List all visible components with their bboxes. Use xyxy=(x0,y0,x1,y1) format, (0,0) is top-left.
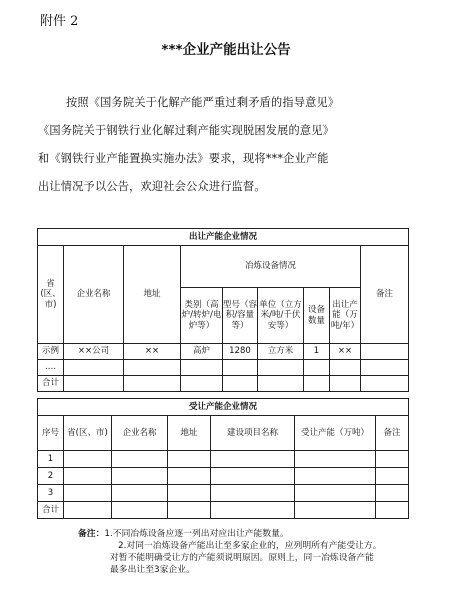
cell-total: 合计 xyxy=(38,502,64,519)
col-remark: 备注 xyxy=(376,416,409,451)
table-row xyxy=(38,360,409,376)
note-line-1: 1.不同冶炼设备应逐一列出对应出让产能数量。 xyxy=(104,529,289,539)
incoming-capacity-table xyxy=(37,398,409,519)
cell-company: ××公司 xyxy=(64,344,124,360)
page-title: ***企业产能出让公告 xyxy=(161,42,291,58)
incoming-table-title: 受让产能企业情况 xyxy=(38,399,409,416)
notes-block xyxy=(78,528,382,577)
col-province: 省(区、市) xyxy=(38,246,64,344)
note-line-3: 对暂不能明确受让方的产能须说明原因。原则上，同一冶炼设备产能 xyxy=(110,553,374,564)
table-row xyxy=(38,502,409,519)
col-equip-model: 型号（容积/容量等） xyxy=(223,288,258,344)
cell-ellipsis: …. xyxy=(38,360,64,376)
col-company: 企业名称 xyxy=(64,246,124,344)
col-equip-type: 类别（高炉/转炉/电炉等） xyxy=(181,288,223,344)
col-address: 地址 xyxy=(124,246,181,344)
attachment-label: 附件 2 xyxy=(40,14,79,29)
cell-capacity: ×× xyxy=(330,344,361,360)
col-out-capacity: 出让产能（万吨/年） xyxy=(330,288,361,344)
table-row xyxy=(38,485,409,502)
cell-model: 1280 xyxy=(223,344,258,360)
note-line-4: 最多出让至3家企业。 xyxy=(110,565,195,576)
col-no: 序号 xyxy=(38,416,64,451)
col-equip-count: 设备数量 xyxy=(304,288,330,344)
outgoing-capacity-table xyxy=(37,228,409,392)
cell-province: 示例 xyxy=(38,344,64,360)
cell-remark xyxy=(361,344,409,360)
table-row xyxy=(38,344,409,360)
table-row xyxy=(38,451,409,468)
cell-no: 1 xyxy=(38,451,64,468)
intro-line-2: 《国务院关于钢铁行业化解过剩产能实现脱困发展的意见》 xyxy=(38,124,335,137)
cell-total: 合计 xyxy=(38,376,64,392)
col-address: 地址 xyxy=(168,416,211,451)
cell-no: 2 xyxy=(38,468,64,485)
cell-unit: 立方米 xyxy=(258,344,304,360)
table-row xyxy=(38,376,409,392)
notes-label: 备注： xyxy=(78,529,105,539)
intro-line-1: 按照《国务院关于化解产能严重过剩矛盾的指导意见》 xyxy=(66,96,340,109)
col-remark: 备注 xyxy=(361,246,409,344)
cell-address: ×× xyxy=(124,344,181,360)
col-company: 企业名称 xyxy=(112,416,168,451)
cell-no: 3 xyxy=(38,485,64,502)
intro-line-4: 出让情况予以公告，欢迎社会公众进行监督。 xyxy=(38,180,266,193)
col-equip-unit: 单位（立方米/吨/千伏安等） xyxy=(258,288,304,344)
col-in-capacity: 受让产能（万吨） xyxy=(295,416,376,451)
col-project: 建设项目名称 xyxy=(211,416,295,451)
intro-line-3: 和《钢铁行业产能置换实施办法》要求，现将***企业产能 xyxy=(38,152,329,165)
note-line-2: 2.对同一冶炼设备产能出让至多家企业的，应列明所有产能受让方。 xyxy=(118,541,382,552)
col-province: 省(区、市) xyxy=(64,416,112,451)
col-equipment-group: 冶炼设备情况 xyxy=(181,246,361,288)
cell-type: 高炉 xyxy=(181,344,223,360)
cell-count: 1 xyxy=(304,344,330,360)
outgoing-table-title: 出让产能企业情况 xyxy=(38,229,409,246)
table-row xyxy=(38,468,409,485)
